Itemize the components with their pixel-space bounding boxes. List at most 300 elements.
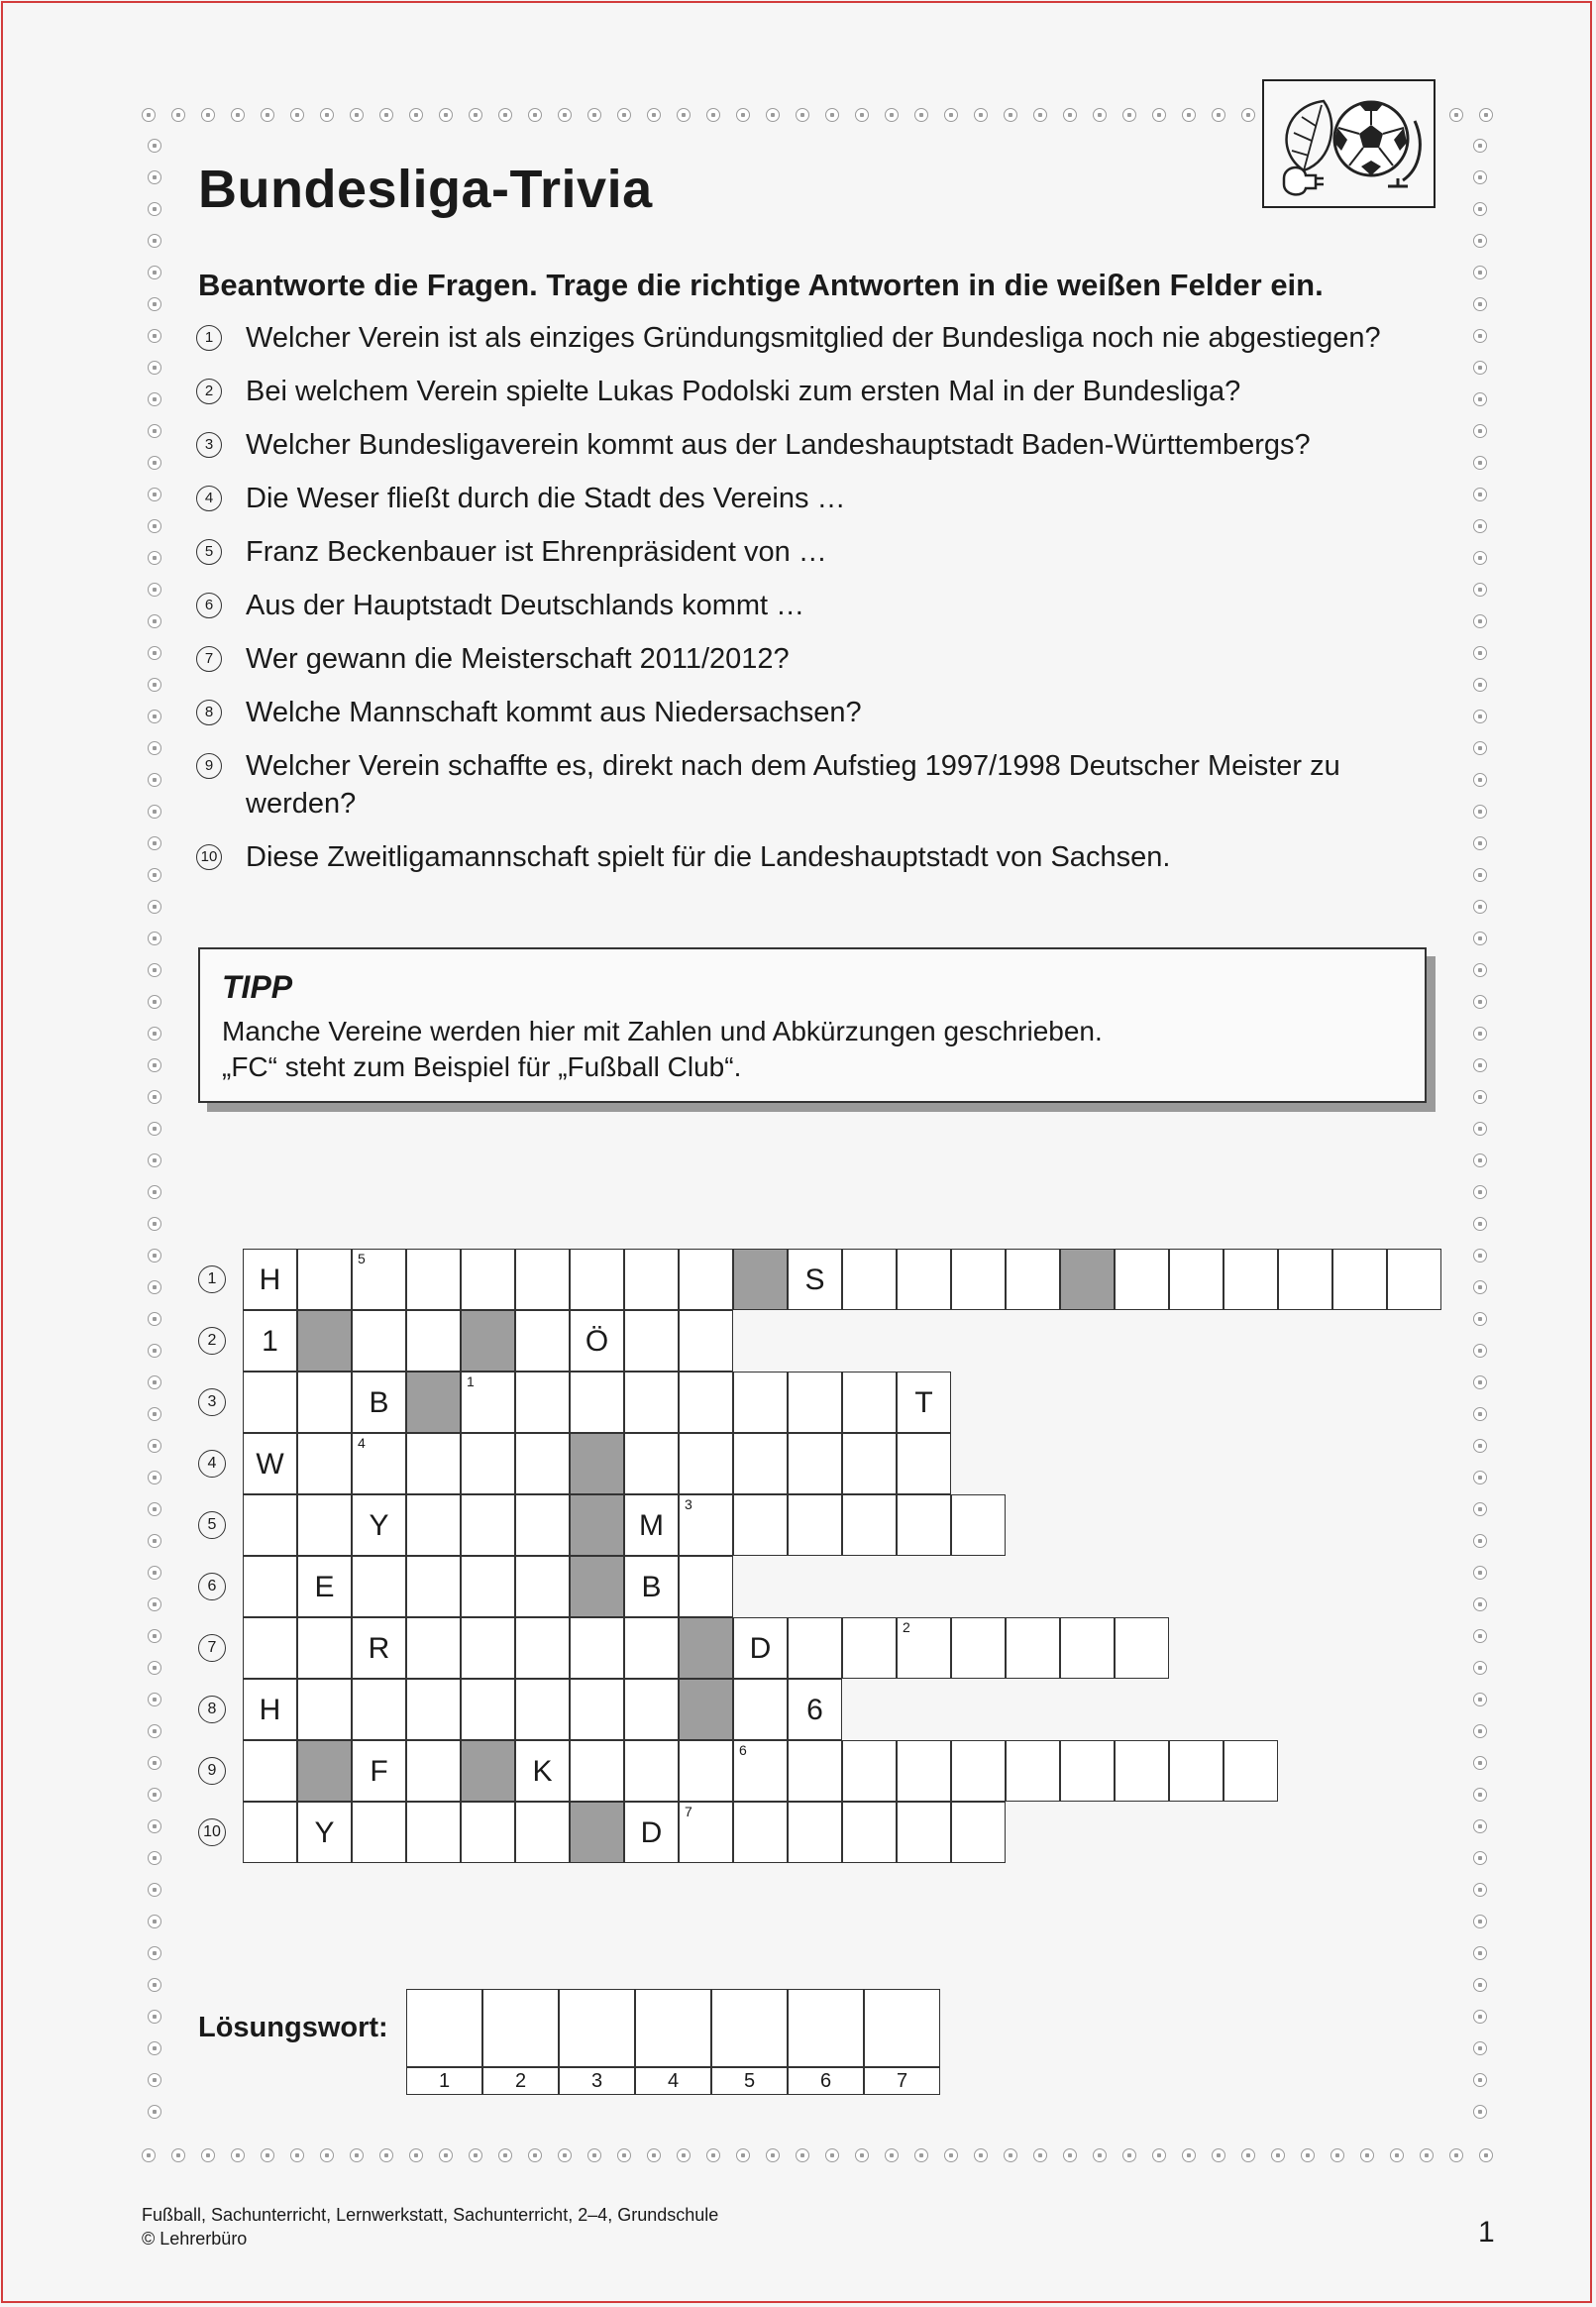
football-icon xyxy=(1473,1883,1487,1897)
football-icon xyxy=(766,108,780,122)
row-number: 1 xyxy=(198,1265,226,1293)
football-icon xyxy=(1330,2148,1344,2162)
football-icon xyxy=(439,2148,453,2162)
crossword-cell[interactable] xyxy=(570,1372,624,1433)
question-item xyxy=(196,587,1454,624)
football-icon xyxy=(706,108,720,122)
football-icon xyxy=(796,108,809,122)
crossword-cell[interactable] xyxy=(679,1740,733,1802)
crossword-cell[interactable] xyxy=(243,1372,297,1433)
question-list xyxy=(196,319,1454,876)
crossword-cell[interactable] xyxy=(515,1556,570,1617)
football-icon xyxy=(148,2105,161,2119)
crossword-cell[interactable] xyxy=(951,1802,1006,1863)
crossword-cell-shaded xyxy=(570,1433,624,1494)
football-icon xyxy=(498,108,512,122)
crossword-cell-shaded xyxy=(297,1740,352,1802)
crossword-cell[interactable] xyxy=(842,1740,897,1802)
football-icon xyxy=(261,108,274,122)
crossword-cell[interactable] xyxy=(842,1433,897,1494)
crossword-cell[interactable] xyxy=(1169,1740,1224,1802)
football-icon xyxy=(148,1502,161,1516)
crossword-cell[interactable] xyxy=(461,1433,515,1494)
football-icon xyxy=(1301,2148,1315,2162)
crossword-cell[interactable] xyxy=(897,1249,951,1310)
football-icon xyxy=(142,108,156,122)
crossword-cell[interactable] xyxy=(733,1802,788,1863)
crossword-cell[interactable] xyxy=(297,1679,352,1740)
crossword-cell[interactable] xyxy=(624,1802,679,1863)
given-letter: Y xyxy=(314,1816,335,1849)
crossword-cell[interactable] xyxy=(352,1310,406,1372)
crossword-cell[interactable] xyxy=(243,1249,297,1310)
football-icon xyxy=(148,1819,161,1833)
football-icon xyxy=(1473,488,1487,501)
crossword-cell[interactable] xyxy=(624,1679,679,1740)
crossword-cell[interactable] xyxy=(461,1556,515,1617)
solution-marker: 5 xyxy=(358,1251,366,1266)
football-icon xyxy=(677,108,691,122)
crossword-cell[interactable] xyxy=(461,1617,515,1679)
crossword-cell[interactable] xyxy=(297,1802,352,1863)
crossword-cell-shaded xyxy=(679,1679,733,1740)
given-letter: M xyxy=(639,1509,664,1542)
crossword-cell[interactable] xyxy=(570,1310,624,1372)
crossword-cell[interactable] xyxy=(733,1494,788,1556)
crossword-cell[interactable] xyxy=(897,1494,951,1556)
crossword-cell[interactable] xyxy=(1115,1617,1169,1679)
football-icon xyxy=(201,108,215,122)
crossword-cell[interactable] xyxy=(297,1372,352,1433)
football-icon xyxy=(148,2073,161,2087)
football-icon xyxy=(1212,108,1225,122)
football-icon xyxy=(148,2041,161,2055)
crossword-cell[interactable] xyxy=(515,1249,570,1310)
football-icon xyxy=(148,488,161,501)
football-border-right xyxy=(1471,139,1489,2131)
crossword-cell[interactable] xyxy=(679,1433,733,1494)
crossword-cell[interactable] xyxy=(461,1802,515,1863)
crossword-cell[interactable] xyxy=(515,1740,570,1802)
football-icon xyxy=(148,1978,161,1992)
football-icon xyxy=(148,266,161,279)
football-icon xyxy=(855,108,869,122)
crossword-cell[interactable] xyxy=(243,1494,297,1556)
football-icon xyxy=(439,108,453,122)
row-number: 10 xyxy=(198,1818,226,1846)
given-letter: W xyxy=(256,1448,284,1481)
crossword-cell[interactable] xyxy=(515,1679,570,1740)
crossword-cell[interactable] xyxy=(1060,1617,1115,1679)
football-icon xyxy=(409,2148,423,2162)
crossword-cell[interactable] xyxy=(406,1802,461,1863)
crossword-cell[interactable] xyxy=(624,1556,679,1617)
football-icon xyxy=(379,108,393,122)
football-icon xyxy=(148,995,161,1009)
football-icon xyxy=(1004,108,1017,122)
crossword-cell[interactable] xyxy=(733,1679,788,1740)
football-icon xyxy=(1473,1661,1487,1675)
row-number: 4 xyxy=(198,1450,226,1478)
page-number: 1 xyxy=(1478,2216,1495,2249)
football-icon xyxy=(148,1851,161,1865)
crossword-cell[interactable] xyxy=(1387,1249,1441,1310)
crossword-cell[interactable] xyxy=(733,1617,788,1679)
football-icon xyxy=(1473,1597,1487,1611)
given-letter: D xyxy=(749,1632,772,1665)
football-icon xyxy=(706,2148,720,2162)
crossword-cell[interactable] xyxy=(406,1310,461,1372)
crossword-cell[interactable] xyxy=(1115,1740,1169,1802)
football-icon xyxy=(1473,329,1487,343)
solution-marker: 6 xyxy=(739,1742,747,1758)
crossword-cell[interactable] xyxy=(679,1249,733,1310)
football-icon xyxy=(1473,741,1487,755)
football-globe-icon xyxy=(1264,81,1434,206)
crossword-cell[interactable] xyxy=(624,1617,679,1679)
football-icon xyxy=(498,2148,512,2162)
crossword-cell[interactable] xyxy=(842,1617,897,1679)
crossword-cell[interactable] xyxy=(679,1372,733,1433)
question-item xyxy=(196,319,1454,357)
football-icon xyxy=(1390,2148,1404,2162)
football-icon xyxy=(148,234,161,248)
given-letter: E xyxy=(314,1571,335,1603)
given-letter: F xyxy=(370,1755,388,1788)
crossword-cell[interactable] xyxy=(1115,1249,1169,1310)
football-icon xyxy=(1241,108,1255,122)
crossword-cell[interactable] xyxy=(570,1740,624,1802)
crossword-cell[interactable] xyxy=(406,1740,461,1802)
football-icon xyxy=(171,108,185,122)
football-icon xyxy=(148,1154,161,1167)
football-icon xyxy=(148,868,161,882)
crossword-cell[interactable] xyxy=(951,1617,1006,1679)
crossword-cell[interactable] xyxy=(624,1494,679,1556)
crossword-cell-shaded xyxy=(406,1372,461,1433)
football-icon xyxy=(148,1027,161,1041)
crossword-cell[interactable] xyxy=(679,1310,733,1372)
football-icon xyxy=(914,2148,928,2162)
crossword-cell[interactable] xyxy=(515,1372,570,1433)
crossword-cell[interactable] xyxy=(733,1433,788,1494)
crossword-cell[interactable] xyxy=(679,1802,733,1863)
crossword-cell-shaded xyxy=(679,1617,733,1679)
crossword-cell[interactable] xyxy=(1169,1249,1224,1310)
crossword-cell[interactable] xyxy=(352,1494,406,1556)
crossword-cell[interactable] xyxy=(570,1617,624,1679)
question-item xyxy=(196,373,1454,410)
crossword-cell[interactable] xyxy=(733,1372,788,1433)
crossword-cell[interactable] xyxy=(297,1556,352,1617)
football-icon xyxy=(148,805,161,819)
solution-box-number: 7 xyxy=(864,2067,940,2095)
crossword-cell[interactable] xyxy=(679,1494,733,1556)
crossword-cell[interactable] xyxy=(461,1249,515,1310)
football-icon xyxy=(647,2148,661,2162)
solution-letter-box[interactable] xyxy=(711,1989,788,2067)
crossword-cell[interactable] xyxy=(243,1617,297,1679)
crossword-cell[interactable] xyxy=(624,1372,679,1433)
football-icon xyxy=(1473,2010,1487,2024)
football-icon xyxy=(148,1407,161,1421)
crossword-cell[interactable] xyxy=(515,1617,570,1679)
crossword-cell[interactable] xyxy=(297,1249,352,1310)
crossword-cell[interactable] xyxy=(897,1617,951,1679)
crossword-cell[interactable] xyxy=(897,1433,951,1494)
crossword-cell[interactable] xyxy=(1224,1740,1278,1802)
crossword-cell[interactable] xyxy=(624,1740,679,1802)
football-icon xyxy=(1420,2148,1434,2162)
football-icon xyxy=(1473,519,1487,533)
crossword-cell-shaded xyxy=(570,1494,624,1556)
crossword-cell[interactable] xyxy=(842,1372,897,1433)
crossword-cell[interactable] xyxy=(570,1679,624,1740)
crossword-cell[interactable] xyxy=(624,1433,679,1494)
football-icon xyxy=(1479,108,1493,122)
crossword-cell[interactable] xyxy=(352,1617,406,1679)
football-icon xyxy=(1473,1724,1487,1738)
solution-box-number: 6 xyxy=(788,2067,864,2095)
solution-letter-box[interactable] xyxy=(864,1989,940,2067)
football-icon xyxy=(148,202,161,216)
crossword-cell[interactable] xyxy=(897,1740,951,1802)
crossword-cell[interactable] xyxy=(352,1372,406,1433)
question-number: 1 xyxy=(196,325,222,351)
crossword-cell[interactable] xyxy=(243,1740,297,1802)
football-icon xyxy=(148,519,161,533)
football-icon xyxy=(148,741,161,755)
football-icon xyxy=(1473,1946,1487,1960)
crossword-cell[interactable] xyxy=(1278,1249,1332,1310)
row-number: 9 xyxy=(198,1757,226,1785)
crossword-cell[interactable] xyxy=(570,1249,624,1310)
football-icon xyxy=(1473,456,1487,470)
crossword-cell[interactable] xyxy=(624,1310,679,1372)
crossword-cell[interactable] xyxy=(515,1433,570,1494)
football-icon xyxy=(647,108,661,122)
football-icon xyxy=(1473,1058,1487,1072)
crossword-cell[interactable] xyxy=(1224,1249,1278,1310)
football-icon xyxy=(148,773,161,787)
football-icon xyxy=(1093,2148,1107,2162)
crossword-cell[interactable] xyxy=(788,1494,842,1556)
crossword-cell[interactable] xyxy=(515,1802,570,1863)
football-icon xyxy=(1360,2148,1374,2162)
crossword-cell[interactable] xyxy=(352,1556,406,1617)
solution-box-number: 2 xyxy=(482,2067,559,2095)
crossword-cell-shaded xyxy=(733,1249,788,1310)
crossword-cell[interactable] xyxy=(1006,1617,1060,1679)
question-text: Die Weser fließt durch die Stadt des Vereins … xyxy=(246,483,846,514)
football-icon xyxy=(825,108,839,122)
football-icon xyxy=(1473,805,1487,819)
row-number: 8 xyxy=(198,1696,226,1723)
solution-letter-box[interactable] xyxy=(406,1989,482,2067)
football-icon xyxy=(1473,2073,1487,2087)
crossword-cell[interactable] xyxy=(1006,1249,1060,1310)
crossword-cell[interactable] xyxy=(788,1372,842,1433)
football-icon xyxy=(148,1185,161,1199)
football-icon xyxy=(148,1312,161,1326)
football-icon xyxy=(1473,836,1487,850)
football-icon xyxy=(974,2148,988,2162)
football-icon xyxy=(148,170,161,184)
football-icon xyxy=(1152,2148,1166,2162)
football-icon xyxy=(1473,392,1487,406)
crossword-cell[interactable] xyxy=(788,1802,842,1863)
question-text: Diese Zweitligamannschaft spielt für die Landeshauptstadt von Sachsen. xyxy=(246,841,1171,873)
crossword-cell[interactable] xyxy=(406,1556,461,1617)
football-icon xyxy=(1473,900,1487,914)
question-text: Welcher Verein schaffte es, direkt nach dem Aufstieg 1997/1998 Deutscher Meister zu werden? xyxy=(246,750,1340,820)
question-number: 4 xyxy=(196,486,222,511)
football-icon xyxy=(1473,266,1487,279)
crossword-cell[interactable] xyxy=(1332,1249,1387,1310)
question-item xyxy=(196,640,1454,678)
football-icon xyxy=(1473,646,1487,660)
crossword-cell[interactable] xyxy=(243,1679,297,1740)
crossword-cell[interactable] xyxy=(951,1740,1006,1802)
crossword-cell[interactable] xyxy=(243,1556,297,1617)
football-icon xyxy=(1093,108,1107,122)
football-icon xyxy=(148,1597,161,1611)
crossword-cell[interactable] xyxy=(297,1617,352,1679)
football-icon xyxy=(148,1883,161,1897)
football-icon xyxy=(1473,1407,1487,1421)
football-icon xyxy=(617,2148,631,2162)
crossword-cell[interactable] xyxy=(461,1372,515,1433)
football-icon xyxy=(1473,551,1487,565)
question-text: Welcher Bundesligaverein kommt aus der Landeshauptstadt Baden-Württembergs? xyxy=(246,429,1311,461)
football-icon xyxy=(796,2148,809,2162)
crossword-cell[interactable] xyxy=(461,1494,515,1556)
football-icon xyxy=(1033,2148,1047,2162)
football-icon xyxy=(142,2148,156,2162)
football-icon xyxy=(1473,170,1487,184)
football-icon xyxy=(148,456,161,470)
football-icon xyxy=(148,1471,161,1484)
question-text: Aus der Hauptstadt Deutschlands kommt … xyxy=(246,590,805,621)
crossword-cell[interactable] xyxy=(352,1249,406,1310)
solution-marker: 4 xyxy=(358,1435,366,1451)
football-icon xyxy=(148,329,161,343)
crossword-cell[interactable] xyxy=(352,1433,406,1494)
football-icon xyxy=(290,2148,304,2162)
crossword-cell[interactable] xyxy=(243,1310,297,1372)
crossword-cell[interactable] xyxy=(733,1740,788,1802)
crossword-cell[interactable] xyxy=(1006,1740,1060,1802)
crossword-cell-shaded xyxy=(461,1740,515,1802)
given-letter: 6 xyxy=(806,1694,823,1726)
football-icon xyxy=(148,1375,161,1389)
football-icon xyxy=(148,1090,161,1104)
football-icon xyxy=(261,2148,274,2162)
crossword-cell[interactable] xyxy=(679,1556,733,1617)
solution-letter-box[interactable] xyxy=(788,1989,864,2067)
crossword-cell[interactable] xyxy=(461,1679,515,1740)
crossword-cell[interactable] xyxy=(897,1372,951,1433)
given-letter: B xyxy=(369,1386,389,1419)
crossword-cell[interactable] xyxy=(788,1433,842,1494)
football-icon xyxy=(148,297,161,311)
football-icon xyxy=(528,108,542,122)
football-border-left xyxy=(146,139,163,2131)
crossword-cell[interactable] xyxy=(842,1494,897,1556)
row-number: 3 xyxy=(198,1388,226,1416)
crossword-cell[interactable] xyxy=(624,1249,679,1310)
footer-credit: Fußball, Sachunterricht, Lernwerkstatt, Sachunterricht, 2–4, Grundschule xyxy=(142,2205,719,2225)
football-icon xyxy=(617,108,631,122)
crossword-cell[interactable] xyxy=(406,1433,461,1494)
solution-letter-box[interactable] xyxy=(559,1989,635,2067)
crossword-cell[interactable] xyxy=(951,1249,1006,1310)
solution-letter-box[interactable] xyxy=(635,1989,711,2067)
crossword-cell[interactable] xyxy=(243,1433,297,1494)
given-letter: D xyxy=(640,1816,663,1849)
crossword-cell[interactable] xyxy=(951,1494,1006,1556)
football-icon xyxy=(1473,297,1487,311)
crossword-cell[interactable] xyxy=(352,1740,406,1802)
crossword-cell[interactable] xyxy=(788,1249,842,1310)
football-icon xyxy=(1473,1756,1487,1770)
solution-letter-box[interactable] xyxy=(482,1989,559,2067)
crossword-cell[interactable] xyxy=(297,1494,352,1556)
football-icon xyxy=(1473,1154,1487,1167)
crossword-cell[interactable] xyxy=(406,1617,461,1679)
crossword-cell[interactable] xyxy=(243,1802,297,1863)
football-icon xyxy=(1473,1819,1487,1833)
crossword-cell[interactable] xyxy=(406,1679,461,1740)
football-icon xyxy=(148,1946,161,1960)
crossword-cell[interactable] xyxy=(842,1802,897,1863)
football-icon xyxy=(469,2148,482,2162)
question-number: 6 xyxy=(196,593,222,618)
given-letter: T xyxy=(914,1386,933,1419)
football-icon xyxy=(1473,1375,1487,1389)
crossword-cell[interactable] xyxy=(515,1494,570,1556)
crossword-cell[interactable] xyxy=(352,1802,406,1863)
given-letter: K xyxy=(532,1755,553,1788)
football-icon xyxy=(148,1756,161,1770)
football-icon xyxy=(1063,2148,1077,2162)
crossword-cell[interactable] xyxy=(897,1802,951,1863)
football-icon xyxy=(1473,1471,1487,1484)
crossword-cell[interactable] xyxy=(842,1249,897,1310)
football-icon xyxy=(148,900,161,914)
football-icon xyxy=(1152,108,1166,122)
crossword-cell[interactable] xyxy=(406,1249,461,1310)
crossword-cell[interactable] xyxy=(1060,1740,1115,1802)
football-icon xyxy=(1473,932,1487,945)
football-icon xyxy=(1473,773,1487,787)
crossword-cell[interactable] xyxy=(788,1617,842,1679)
tipp-line: Manche Vereine werden hier mit Zahlen und Abkürzungen geschrieben. xyxy=(222,1016,1103,1046)
football-icon xyxy=(1473,139,1487,153)
crossword-cell[interactable] xyxy=(515,1310,570,1372)
crossword-cell[interactable] xyxy=(297,1433,352,1494)
given-letter: 1 xyxy=(262,1325,278,1358)
question-item xyxy=(196,533,1454,571)
football-icon xyxy=(1473,1629,1487,1643)
crossword-cell[interactable] xyxy=(352,1679,406,1740)
football-icon xyxy=(1473,2105,1487,2119)
crossword-cell[interactable] xyxy=(788,1740,842,1802)
crossword-cell[interactable] xyxy=(406,1494,461,1556)
football-icon xyxy=(944,2148,958,2162)
football-icon xyxy=(148,1439,161,1453)
crossword-cell[interactable] xyxy=(788,1679,842,1740)
